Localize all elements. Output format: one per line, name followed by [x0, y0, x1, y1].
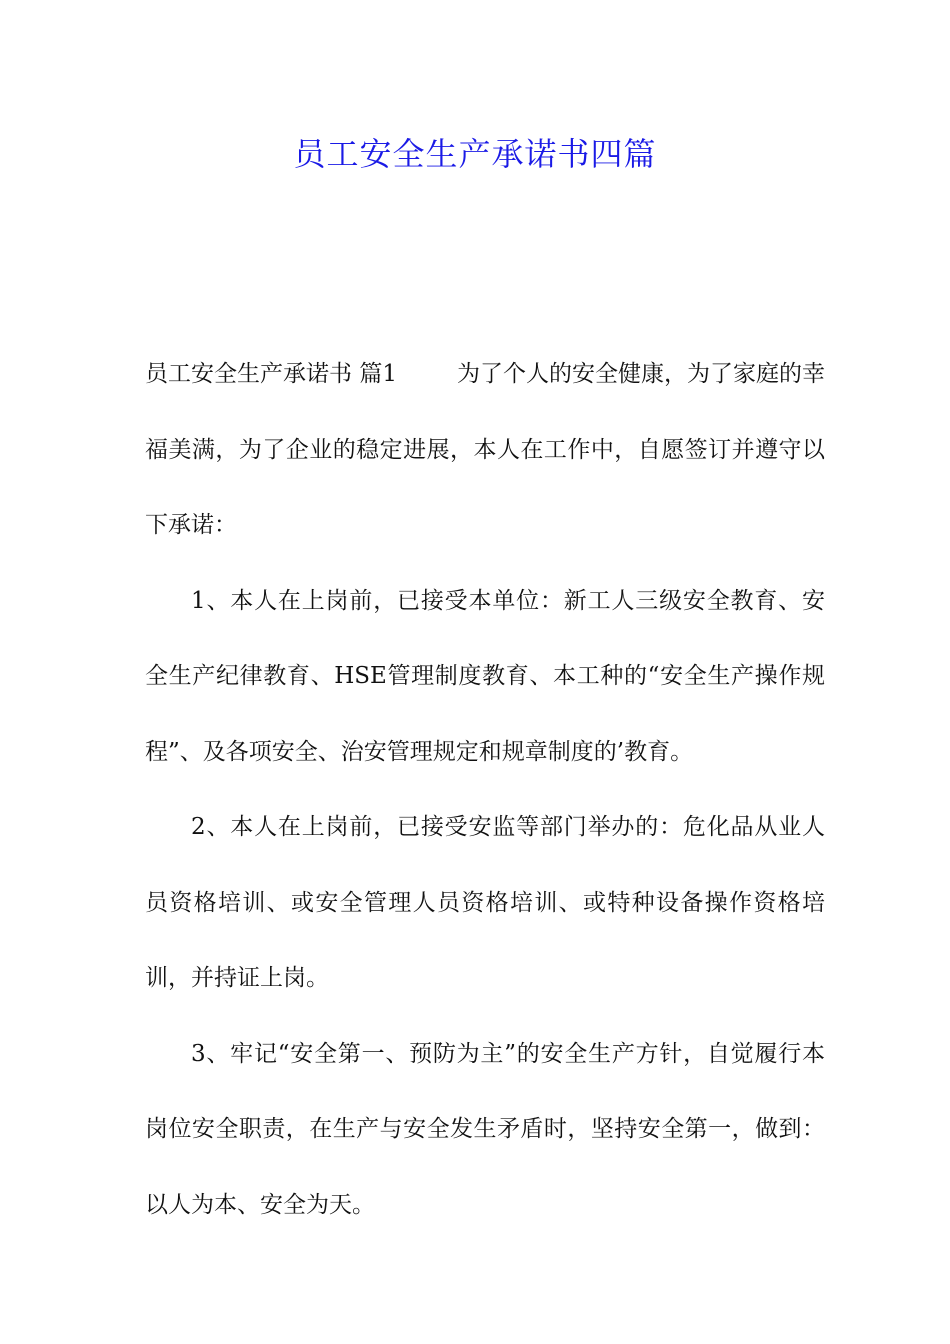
document-title: 员工安全生产承诺书四篇	[293, 135, 657, 173]
promise-item-1: 1、本人在上岗前，已接受本单位：新工人三级安全教育、安全生产纪律教育、HSE管理制度教育、本工种的“安全生产操作规程”、及各项安全、治安管理规定和规章制度的’教育。	[145, 587, 825, 765]
promise-item-2: 2、本人在上岗前，已接受安监等部门举办的：危化品从业人员资格培训、或安全管理人员资格培训、或特种设备操作资格培训，并持证上岗。	[145, 814, 825, 991]
section-intro: 为了个人的安全健康，为了家庭的幸福美满，为了企业的稳定进展，本人在工作中，自愿签订并遵守以下承诺：	[145, 361, 825, 538]
section-heading: 员工安全生产承诺书 篇1	[145, 361, 397, 387]
promise-item-3: 3、牢记“安全第一、预防为主”的安全生产方针，自觉履行本岗位安全职责，在生产与安全发生矛盾时，坚持安全第一，做到：以人为本、安全为天。	[145, 1040, 825, 1218]
section-intro-paragraph	[145, 337, 825, 564]
document-body	[145, 337, 825, 1243]
